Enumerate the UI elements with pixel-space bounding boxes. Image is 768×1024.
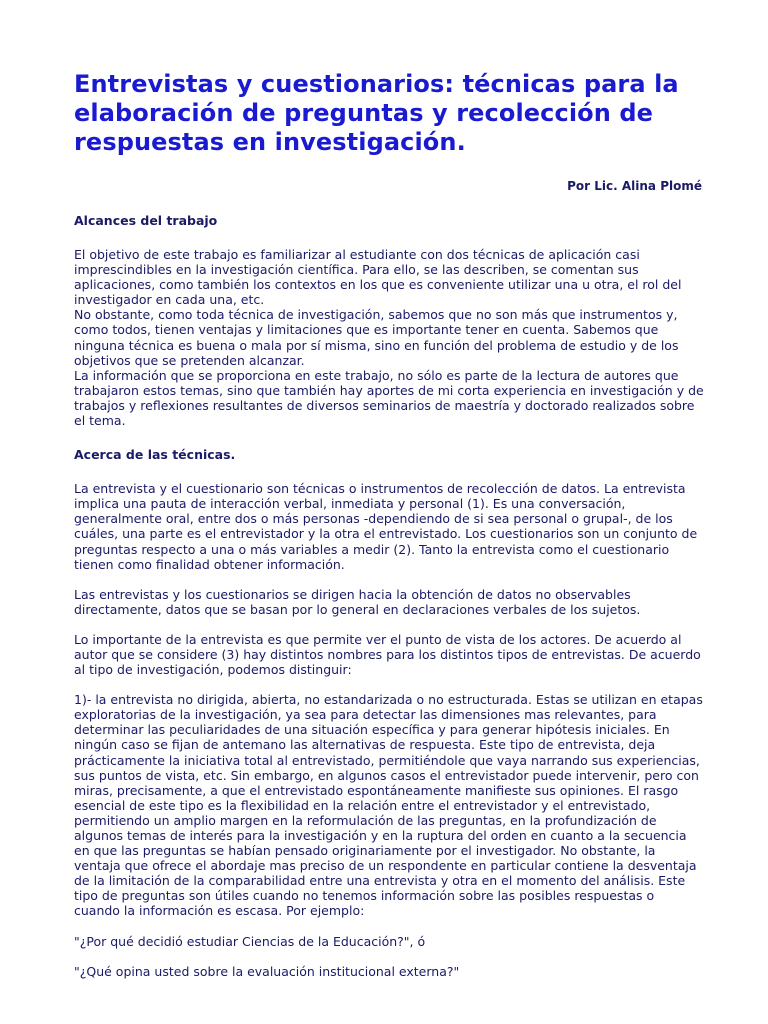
- paragraph: La entrevista y el cuestionario son técnicas o instrumentos de recolección de datos. La entrevista implica una pauta de interacción verbal, inmediata y personal (1). Es una conversación, generalmente oral, entre dos o más personas -dependiendo de si sea personal o grupal-, de los cuáles, una parte es el entrevistador y la otra el entrevistado. Los cuestionarios son un conjunto de preguntas respecto a una o más variables a medir (2). Tanto la entrevista como el cuestionario tienen como finalidad obtener información.: [74, 481, 698, 572]
- section-heading-alcances: Alcances del trabajo: [74, 213, 218, 228]
- section-heading-acerca: Acerca de las técnicas.: [74, 447, 236, 463]
- paragraph: 1)- la entrevista no dirigida, abierta, no estandarizada o no estructurada. Estas se utilizan en etapas exploratorias de la investigación, ya sea para detectar las dimensiones mas relevantes, para determinar las peculiaridades de una situación específica y para generar hipótesis iniciales. En ningún caso se fijan de antemano las alternativas de respuesta. Este tipo de entrevista, deja prácticamente la iniciativa total al entrevistado, permitiéndole que vaya narrando sus experiencias, sus puntos de vista, etc. Sin embargo, en algunos casos el entrevistador puede intervenir, pero con miras, precisamente, a que el entrevistado espontáneamente manifieste sus opiniones. El rasgo esencial de este tipo es la flexibilidad en la relación entre el entrevistador y el entrevistado, permitiendo un amplio margen en la reformulación de las preguntas, en la profundización de algunos temas de interés para la investigación y en la ruptura del orden en cuanto a la secuencia en que las preguntas se habían pensado originariamente por el investigador. No obstante, la ventaja que ofrece el abordaje mas preciso de un respondente en particular contiene la desventaja de la limitación de la comparabilidad entre una entrevista y otra en el momento del análisis. Este tipo de preguntas son útiles cuando no tenemos información sobre las posibles respuestas o cuando la información es escasa. Por ejemplo:: [74, 692, 703, 919]
- example-quote: "¿Qué opina usted sobre la evaluación institucional externa?": [74, 963, 460, 979]
- example-quote: "¿Por qué decidió estudiar Ciencias de la Educación?", ó: [74, 933, 426, 949]
- paragraph: El objetivo de este trabajo es familiarizar al estudiante con dos técnicas de aplicación casi imprescindibles en la investigación científica. Para ello, se las describen, se comentan sus aplicaciones, como también los contextos en los que es conveniente utilizar una u otra, el rol del investigador en cada una, etc.: [74, 247, 682, 308]
- paragraph: Las entrevistas y los cuestionarios se dirigen hacia la obtención de datos no observables directamente, datos que se basan por lo general en declaraciones verbales de los sujetos.: [74, 586, 641, 617]
- paragraph: Lo importante de la entrevista es que permite ver el punto de vista de los actores. De acuerdo al autor que se considere (3) hay distintos nombres para los distintos tipos de entrevistas. De acuerdo al tipo de investigación, podemos distinguir:: [74, 631, 701, 678]
- paragraph: La información que se proporciona en este trabajo, no sólo es parte de la lectura de autores que trabajaron estos temas, sino que también hay aportes de mi corta experiencia en investigación y de trabajos y reflexiones resultantes de diversos seminarios de maestría y doctorado realizados sobre el tema.: [74, 367, 704, 429]
- paragraph: No obstante, como toda técnica de investigación, sabemos que no son más que instrumentos y, como todos, tienen ventajas y limitaciones que es importante tener en cuenta. Sabemos que ninguna técnica es buena o mala por sí misma, sino en función del problema de estudio y de los objetivos que se pretenden alcanzar.: [74, 307, 679, 368]
- document-title: Entrevistas y cuestionarios: técnicas para la elaboración de preguntas y recolección de respuestas en investigación.: [74, 70, 679, 156]
- author-line: Por Lic. Alina Plomé: [567, 179, 702, 193]
